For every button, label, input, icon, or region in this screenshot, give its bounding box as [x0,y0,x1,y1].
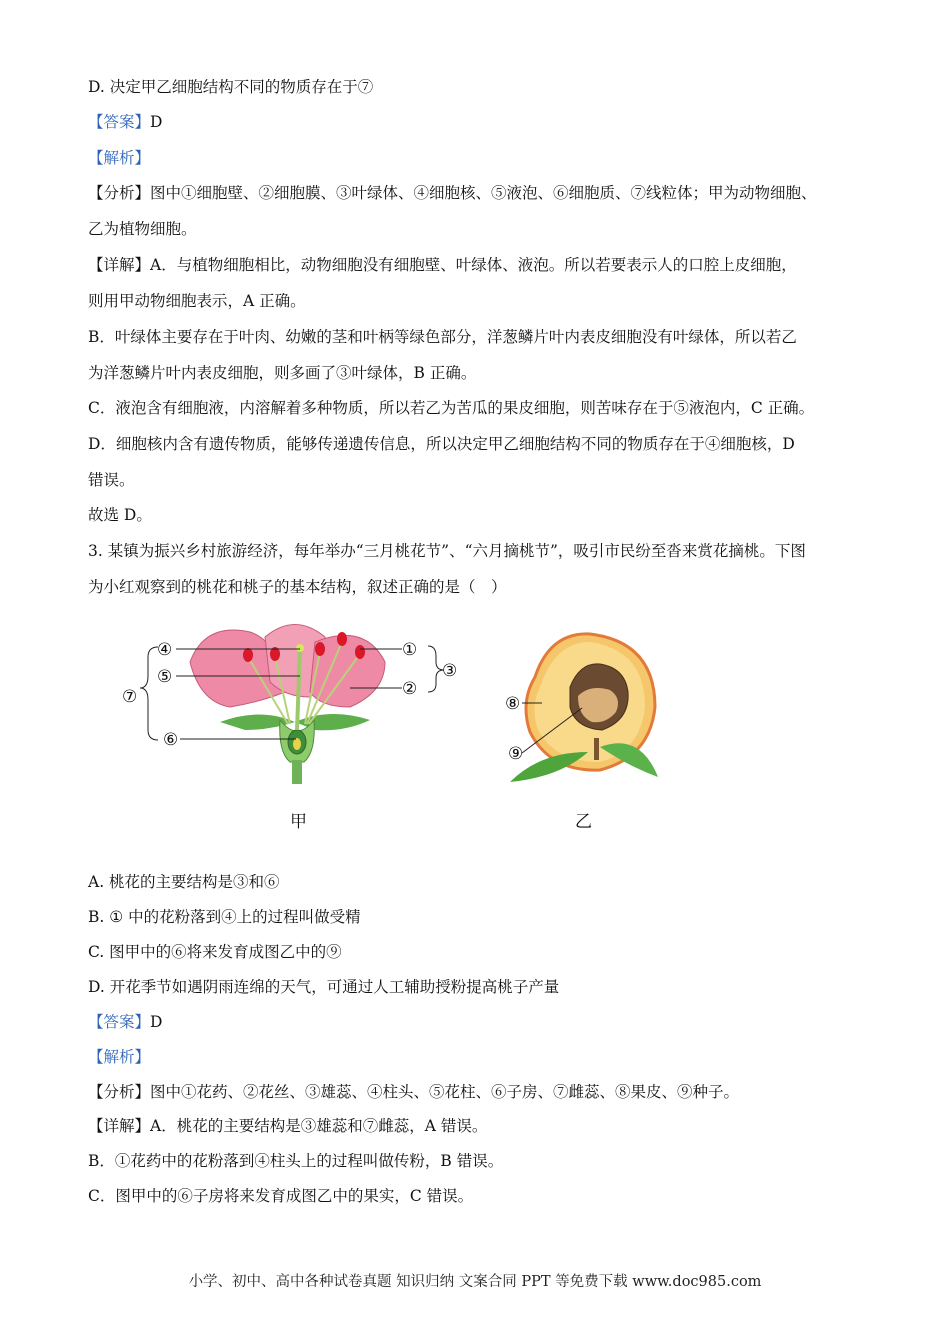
caption-jia: 甲 [290,812,307,832]
peach-structure-figure [110,612,670,844]
text-line: 故选 D。 [88,506,152,524]
label-4: ④ [157,640,173,660]
option-a: A. 桃花的主要结构是③和⑥ [88,873,280,891]
text-line: 则用甲动物细胞表示，A 正确。 [88,292,306,310]
text-line: C．液泡含有细胞液，内溶解着多种物质，所以若乙为苦瓜的果皮细胞，则苦味存在于⑤液泡内，C 正确。 [88,399,815,417]
analysis-line-2: 【分析】图中①花药、②花丝、③雄蕊、④柱头、⑤花柱、⑥子房、⑦雌蕊、⑧果皮、⑨种子。 [88,1083,740,1101]
text-line: B．①花药中的花粉落到④柱头上的过程叫做传粉，B 错误。 [88,1152,504,1170]
label-1: ① [402,640,418,660]
analysis-line-1: 【分析】图中①细胞壁、②细胞膜、③叶绿体、④细胞核、⑤液泡、⑥细胞质、⑦线粒体；甲为动物细胞、 [88,184,817,202]
text-line: D．细胞核内含有遗传物质，能够传递遗传信息，所以决定甲乙细胞结构不同的物质存在于④细胞核，D [88,435,795,453]
analysis-heading-2: 【解析】 [88,1048,151,1066]
label-8: ⑧ [505,694,521,714]
label-7: ⑦ [122,687,138,707]
option-c: C. 图甲中的⑥将来发育成图乙中的⑨ [88,943,342,961]
label-5: ⑤ [157,667,173,687]
peach-flower-diagram [122,625,457,833]
option-b: B. ① 中的花粉落到④上的过程叫做受精 [88,908,361,926]
label-3: ③ [442,661,458,681]
label-9: ⑨ [508,744,524,764]
text-line: 乙为植物细胞。 [88,220,197,238]
answer-line-2: 【答案】D [88,1013,163,1031]
option-d-prev: D. 决定甲乙细胞结构不同的物质存在于⑦ [88,78,374,96]
text-line: B．叶绿体主要存在于叶肉、幼嫩的茎和叶柄等绿色部分，洋葱鳞片叶内表皮细胞没有叶绿体，所以若乙 [88,328,797,346]
text-line: 错误。 [88,471,135,489]
label-2: ② [402,679,418,699]
text-line: C．图甲中的⑥子房将来发育成图乙中的果实，C 错误。 [88,1187,474,1205]
label-6: ⑥ [163,730,179,750]
page-footer: 小学、初中、高中各种试卷真题 知识归纳 文案合同 PPT 等免费下载 www.doc985.com [188,1274,762,1290]
text-line: 为洋葱鳞片叶内表皮细胞，则多画了③叶绿体，B 正确。 [88,364,477,382]
detail-line-2: 【详解】A．桃花的主要结构是③雄蕊和⑦雌蕊，A 错误。 [88,1117,488,1135]
question-3-stem: 3. 某镇为振兴乡村旅游经济，每年举办“三月桃花节”、“六月摘桃节”，吸引市民纷至沓来赏花摘桃。下图 [88,542,806,560]
analysis-heading-1: 【解析】 [88,149,151,167]
option-d: D. 开花季节如遇阴雨连绵的天气，可通过人工辅助授粉提高桃子产量 [88,978,560,996]
caption-yi: 乙 [575,812,592,832]
question-3-stem-cont: 为小红观察到的桃花和桃子的基本结构，叙述正确的是（ ） [88,578,507,596]
answer-line-1: 【答案】D [88,113,163,131]
detail-line-1: 【详解】A．与植物细胞相比，动物细胞没有细胞壁、叶绿体、液泡。所以若要表示人的口腔上皮细胞， [88,256,797,274]
peach-fruit-diagram [505,634,658,832]
